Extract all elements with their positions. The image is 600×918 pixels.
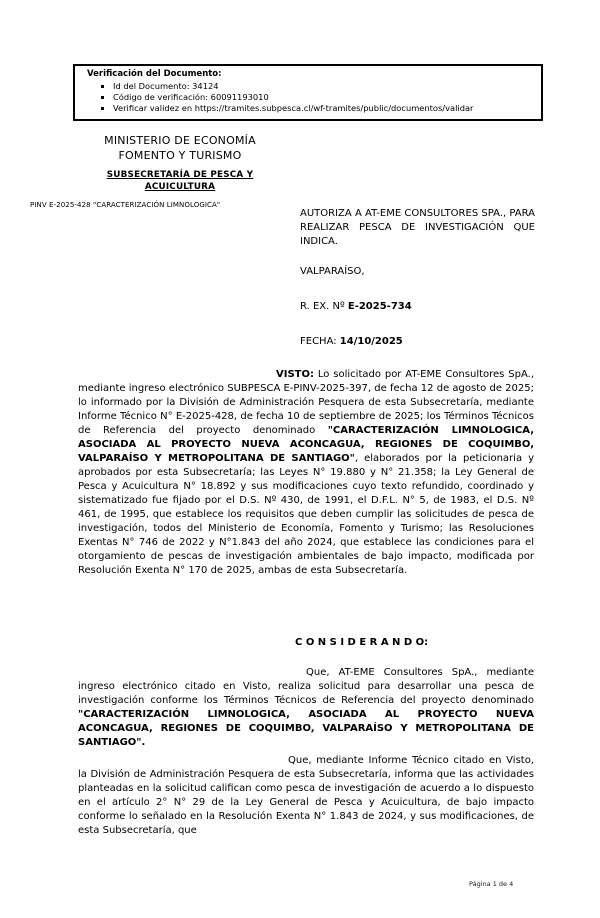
resolution-number-value: E-2025-734 <box>347 301 412 312</box>
verification-title: Verificación del Documento: <box>87 69 222 79</box>
ministry-name-line2: FOMENTO Y TURISMO <box>118 149 242 162</box>
letterhead <box>40 133 320 193</box>
date-line <box>300 336 403 347</box>
agency-name-line2: ACUICULTURA <box>144 182 216 192</box>
visto-paragraph <box>78 368 534 578</box>
agency-name <box>40 169 320 193</box>
verification-box <box>73 64 543 121</box>
considerando-paragraph-2: Que, mediante Informe Técnico citado en Visto, la División de Administración Pesquera de esta Subsecretaría, informa que las actividades planteadas en la solicitud califican como pesca de investigación de acuerdo a lo dispuesto en el artículo 2° N° 29 de la Ley General de Pesca y Acuicultura, de bajo impacto conforme lo señalado en la Resolución Exenta N° 1.843 de 2024, y sus modificaciones, de esta Subsecretaría, que <box>78 755 534 836</box>
city-line: VALPARAÍSO, <box>300 266 365 277</box>
resolution-subject: AUTORIZA A AT-EME CONSULTORES SPA., PARA REALIZAR PESCA DE INVESTIGACIÓN QUE INDICA. <box>300 208 535 247</box>
file-reference: PINV E-2025-428 "CARACTERIZACIÓN LIMNOLOGICA" <box>30 201 221 209</box>
visto-project-title: "CARACTERIZACIÓN LIMNOLOGICA, ASOCIADA AL PROYECTO NUEVA ACONCAGUA, REGIONES DE COQUIMBO, VALPARAÍSO Y METROPOLITANA DE SANTIAGO" <box>78 425 534 464</box>
ministry-name-line1: MINISTERIO DE ECONOMÍA <box>104 134 256 147</box>
page-number-indicator: Página 1 de 4 <box>469 880 514 888</box>
agency-name-line1: SUBSECRETARÍA DE PESCA Y <box>106 170 254 180</box>
resolution-number-label: R. EX. Nº <box>300 301 348 312</box>
visto-text-2: , elaborados por la peticionaria y aprobados por esta Subsecretaría; las Leyes N° 19.880 y N° 21.358; la Ley General de Pesca y Acuicultura N° 18.892 y sus modificaciones cuyo texto refundido, coordinado y sistematizado fue fijado por el D.S. Nº 430, de 1991, el D.F.L. N° 5, de 1983, el D.S. Nº 461, de 1995, que establece los requisitos que deben cumplir las solicitudes de pesca de investigación, todos del Ministerio de Economía, Fomento y Turismo; las Resoluciones Exentas N° 746 de 2022 y N°1.843 del año 2024, que establece las condiciones para el otorgamiento de pescas de investigación ambientales de bajo impacto, modificada por Resolución Exenta N° 170 de 2025, ambas de esta Subsecretaría. <box>78 453 534 576</box>
verification-list <box>87 81 535 114</box>
verification-item-document-id: ▪ Id del Documento: 34124 <box>113 81 535 92</box>
verification-item-code: ▪ Código de verificación: 60091193010 <box>113 92 535 103</box>
date-label: FECHA: <box>300 336 340 347</box>
visto-label: VISTO: <box>276 369 314 380</box>
considerando-p1-text: Que, AT-EME Consultores SpA., mediante ingreso electrónico citado en Visto, realiza solicitud para desarrollar una pesca de investigación conforme los Términos Técnicos de Referencia del proyecto denominado <box>78 667 534 706</box>
date-value: 14/10/2025 <box>339 336 403 347</box>
considerando-heading: C O N S I D E R A N D O: <box>295 637 429 648</box>
considerando-paragraph-1 <box>78 666 534 750</box>
resolution-number-line <box>300 301 412 312</box>
considerando-p1-project-title: "CARACTERIZACIÓN LIMNOLOGICA, ASOCIADA AL PROYECTO NUEVA ACONCAGUA, REGIONES DE COQUIMBO, VALPARAÍSO Y METROPOLITANA DE SANTIAGO". <box>78 709 534 748</box>
visto-text-1: Lo solicitado por AT-EME Consultores SpA., mediante ingreso electrónico SUBPESCA E-PINV-2025-397, de fecha 12 de agosto de 2025; lo informado por la División de Administración Pesquera de esta Subsecretaría, mediante Informe Técnico N° E-2025-428, de fecha 10 de septiembre de 2025; los Términos Técnicos de Referencia del proyecto denominado <box>78 369 534 436</box>
verification-item-url[interactable]: ▪ Verificar validez en https://tramites.subpesca.cl/wf-tramites/public/documentos/validar <box>113 103 535 114</box>
